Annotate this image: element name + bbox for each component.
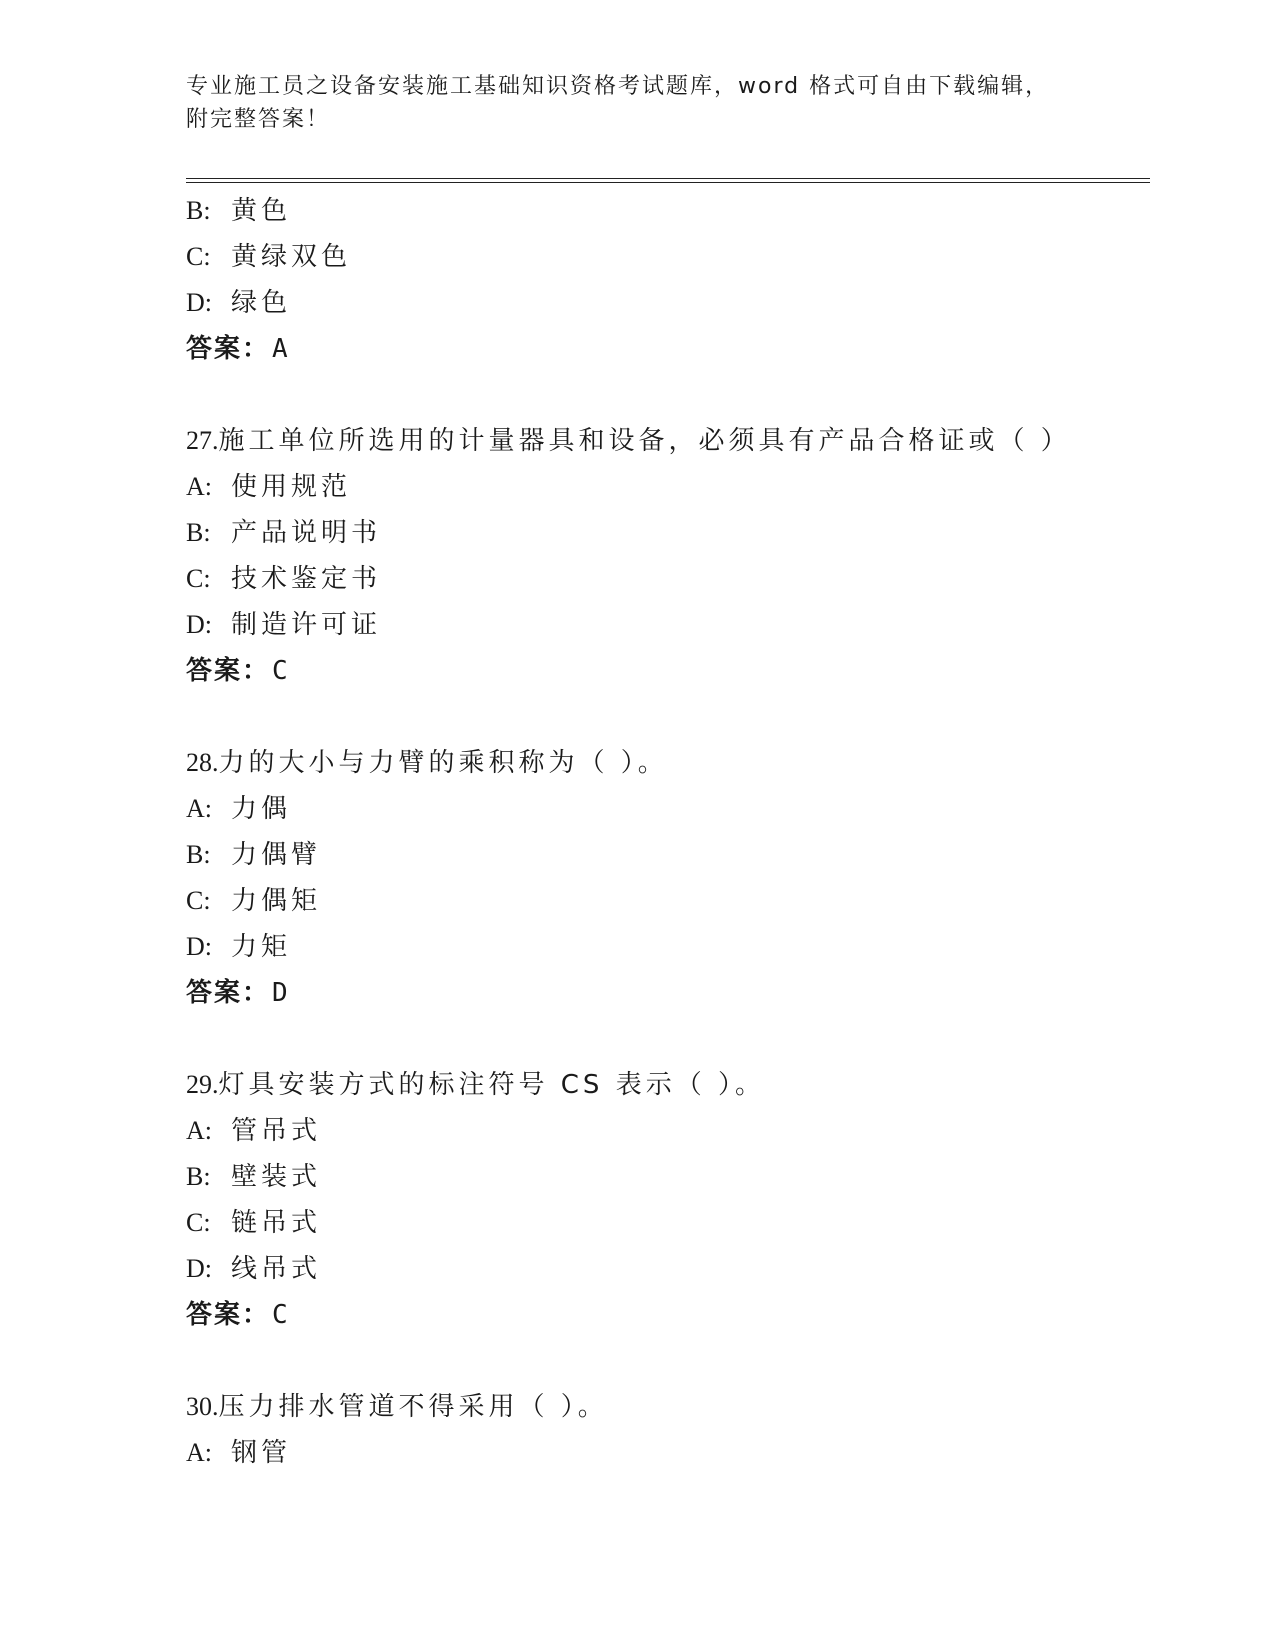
- option-row: [186, 1200, 1150, 1246]
- header-line-1: 专业施工员之设备安装施工基础知识资格考试题库，word 格式可自由下载编辑，: [186, 74, 1050, 99]
- header-divider-bottom: [186, 182, 1150, 183]
- answer-label: 答案：: [186, 1300, 271, 1330]
- option-text: 线吊式: [231, 1254, 322, 1284]
- option-text: 绿色: [231, 288, 292, 318]
- option-row: [186, 556, 1150, 602]
- question-stem: 力的大小与力臂的乘积称为（ ）。: [218, 748, 668, 778]
- question-stem-row: [186, 1062, 1150, 1108]
- option-text: 产品说明书: [231, 518, 382, 548]
- option-letter: B:: [186, 518, 211, 547]
- answer-label: 答案：: [186, 978, 271, 1008]
- option-text: 力偶矩: [231, 886, 322, 916]
- option-row: [186, 1246, 1150, 1292]
- answer-value: D: [272, 978, 290, 1008]
- option-letter: D:: [186, 610, 212, 639]
- question-30: [186, 1384, 1150, 1476]
- option-text: 力偶臂: [231, 840, 322, 870]
- question-number: 29.: [186, 1070, 219, 1099]
- answer-value: C: [272, 656, 290, 686]
- answer-row: [186, 1292, 1150, 1338]
- answer-row: [186, 326, 1150, 372]
- option-letter: C:: [186, 886, 211, 915]
- answer-row: [186, 648, 1150, 694]
- option-row: [186, 280, 1150, 326]
- option-text: 使用规范: [231, 472, 352, 502]
- option-letter: B:: [186, 1162, 211, 1191]
- option-row: [186, 234, 1150, 280]
- answer-label: 答案：: [186, 656, 271, 686]
- option-row: [186, 1154, 1150, 1200]
- option-letter: D:: [186, 288, 212, 317]
- option-letter: A:: [186, 1438, 212, 1467]
- question-list: [186, 188, 1150, 1476]
- option-row: [186, 786, 1150, 832]
- option-row: [186, 188, 1150, 234]
- option-letter: B:: [186, 840, 211, 869]
- option-letter: A:: [186, 472, 212, 501]
- option-text: 钢管: [231, 1438, 292, 1468]
- answer-value: A: [272, 334, 290, 364]
- partial-question: [186, 188, 1150, 372]
- option-letter: B:: [186, 196, 211, 225]
- option-text: 技术鉴定书: [231, 564, 382, 594]
- option-text: 壁装式: [231, 1162, 322, 1192]
- question-number: 28.: [186, 748, 219, 777]
- answer-value: C: [272, 1300, 290, 1330]
- option-letter: D:: [186, 932, 212, 961]
- question-27: [186, 418, 1150, 694]
- option-text: 管吊式: [231, 1116, 322, 1146]
- question-stem: 压力排水管道不得采用（ ）。: [218, 1392, 608, 1422]
- option-row: [186, 1430, 1150, 1476]
- option-letter: A:: [186, 794, 212, 823]
- question-number: 30.: [186, 1392, 219, 1421]
- option-text: 制造许可证: [231, 610, 382, 640]
- option-letter: A:: [186, 1116, 212, 1145]
- option-row: [186, 1108, 1150, 1154]
- question-stem-row: [186, 1384, 1150, 1430]
- question-stem-row: [186, 740, 1150, 786]
- answer-row: [186, 970, 1150, 1016]
- question-number: 27.: [186, 426, 219, 455]
- option-row: [186, 602, 1150, 648]
- option-text: 黄绿双色: [231, 242, 352, 272]
- option-row: [186, 832, 1150, 878]
- option-text: 力矩: [231, 932, 292, 962]
- answer-label: 答案：: [186, 334, 271, 364]
- option-text: 黄色: [231, 196, 292, 226]
- question-28: [186, 740, 1150, 1016]
- header-line-2: 附完整答案！: [186, 107, 331, 132]
- option-text: 链吊式: [231, 1208, 322, 1238]
- option-row: [186, 924, 1150, 970]
- option-letter: C:: [186, 242, 211, 271]
- question-stem-row: [186, 418, 1150, 464]
- question-29: [186, 1062, 1150, 1338]
- question-stem: 施工单位所选用的计量器具和设备，必须具有产品合格证或（ ）: [218, 426, 1071, 456]
- option-row: [186, 878, 1150, 924]
- option-row: [186, 510, 1150, 556]
- option-letter: C:: [186, 1208, 211, 1237]
- option-letter: D:: [186, 1254, 212, 1283]
- option-letter: C:: [186, 564, 211, 593]
- header-divider-top: [186, 178, 1150, 179]
- option-row: [186, 464, 1150, 510]
- document-header: [186, 70, 1086, 136]
- question-stem: 灯具安装方式的标注符号 CS 表示（ ）。: [218, 1070, 765, 1100]
- option-text: 力偶: [231, 794, 292, 824]
